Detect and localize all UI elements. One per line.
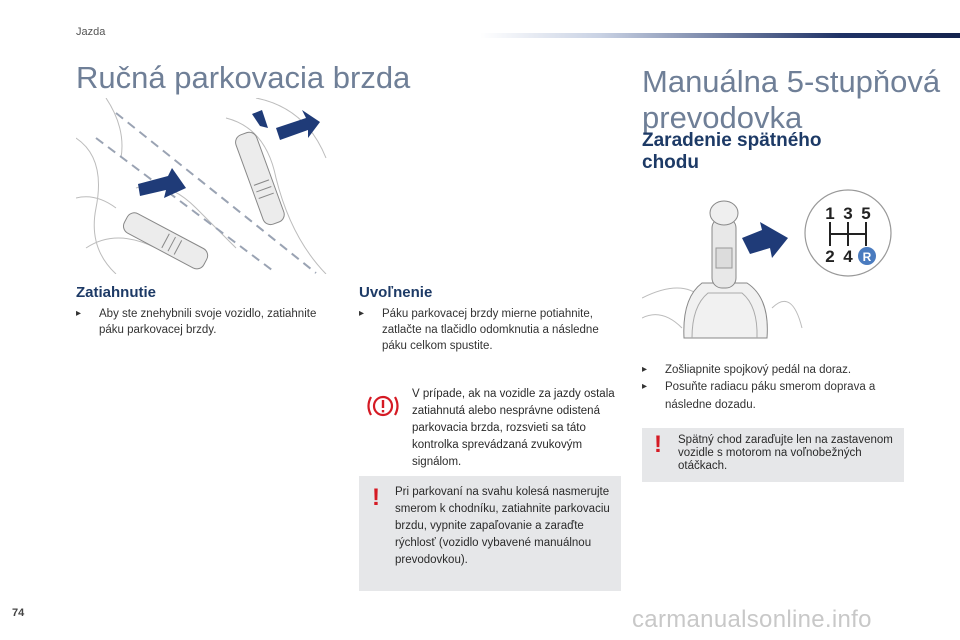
section-label: Jazda xyxy=(76,26,106,38)
bullet-icon: ▸ xyxy=(642,381,648,392)
header-bar xyxy=(480,33,960,38)
bullet-icon: ▸ xyxy=(76,308,82,319)
reverse-note-box xyxy=(642,428,904,482)
exclamation-icon: ! xyxy=(654,431,662,458)
gear-label-4: 4 xyxy=(843,247,853,266)
warning-light-note: V prípade, ak na vozidle za jazdy ostala zatiahnutá alebo nesprávne odistená parkovacia brzda, rozsvieti sa táto kontrolka sprevádzaná zvukovým signálom. xyxy=(412,388,615,468)
heading-reverse-gear: Zaradenie spätného chodu xyxy=(642,130,822,173)
reverse-note-text: Spätný chod zaraďujte len na zastavenom vozidle s motorom na voľnobežných otáčkach. xyxy=(678,434,893,472)
list-item: ▸ Aby ste znehybnili svoje vozidlo, zatiahnite páku parkovacej brzdy. xyxy=(76,308,317,336)
gear-shift-pattern xyxy=(802,188,896,278)
slope-parking-note-box xyxy=(359,476,621,591)
page-number: 74 xyxy=(12,607,25,619)
bullet-icon: ▸ xyxy=(642,364,648,375)
list-item: ▸ Zošliapnite spojkový pedál na doraz. xyxy=(642,364,852,376)
list-item: ▸ Posuňte radiacu páku smerom doprava a následne dozadu. xyxy=(642,378,904,414)
heading-release: Uvoľnenie xyxy=(359,284,433,301)
heading-engage: Zatiahnutie xyxy=(76,284,157,301)
watermark: carmanualsonline.info xyxy=(632,606,872,633)
gear-label-reverse: R xyxy=(862,250,872,264)
parking-brake-illustration xyxy=(76,98,336,274)
page-title-gearbox: Manuálna 5-stupňová prevodovka xyxy=(642,64,941,135)
page-title-parking-brake: Ručná parkovacia brzda xyxy=(76,60,411,95)
brake-warning-light-icon xyxy=(364,392,402,420)
gear-label-5: 5 xyxy=(861,204,871,223)
list-item: ▸ Páku parkovacej brzdy mierne potiahnite, zatlačte na tlačidlo odomknutia a následne páku celkom spustite. xyxy=(359,308,599,352)
slope-note-text: Pri parkovaní na svahu kolesá nasmerujte smerom k chodníku, zatiahnite parkovaciu brzdu, vypnite zapaľovanie a zaraďte rýchlosť (vozidlo vybavené manuálnou prevodovkou). xyxy=(395,486,610,566)
bullet-icon: ▸ xyxy=(359,308,365,319)
gear-label-2: 2 xyxy=(825,247,835,266)
gear-label-1: 1 xyxy=(825,204,835,223)
exclamation-icon: ! xyxy=(372,484,380,511)
gear-label-3: 3 xyxy=(843,204,853,223)
